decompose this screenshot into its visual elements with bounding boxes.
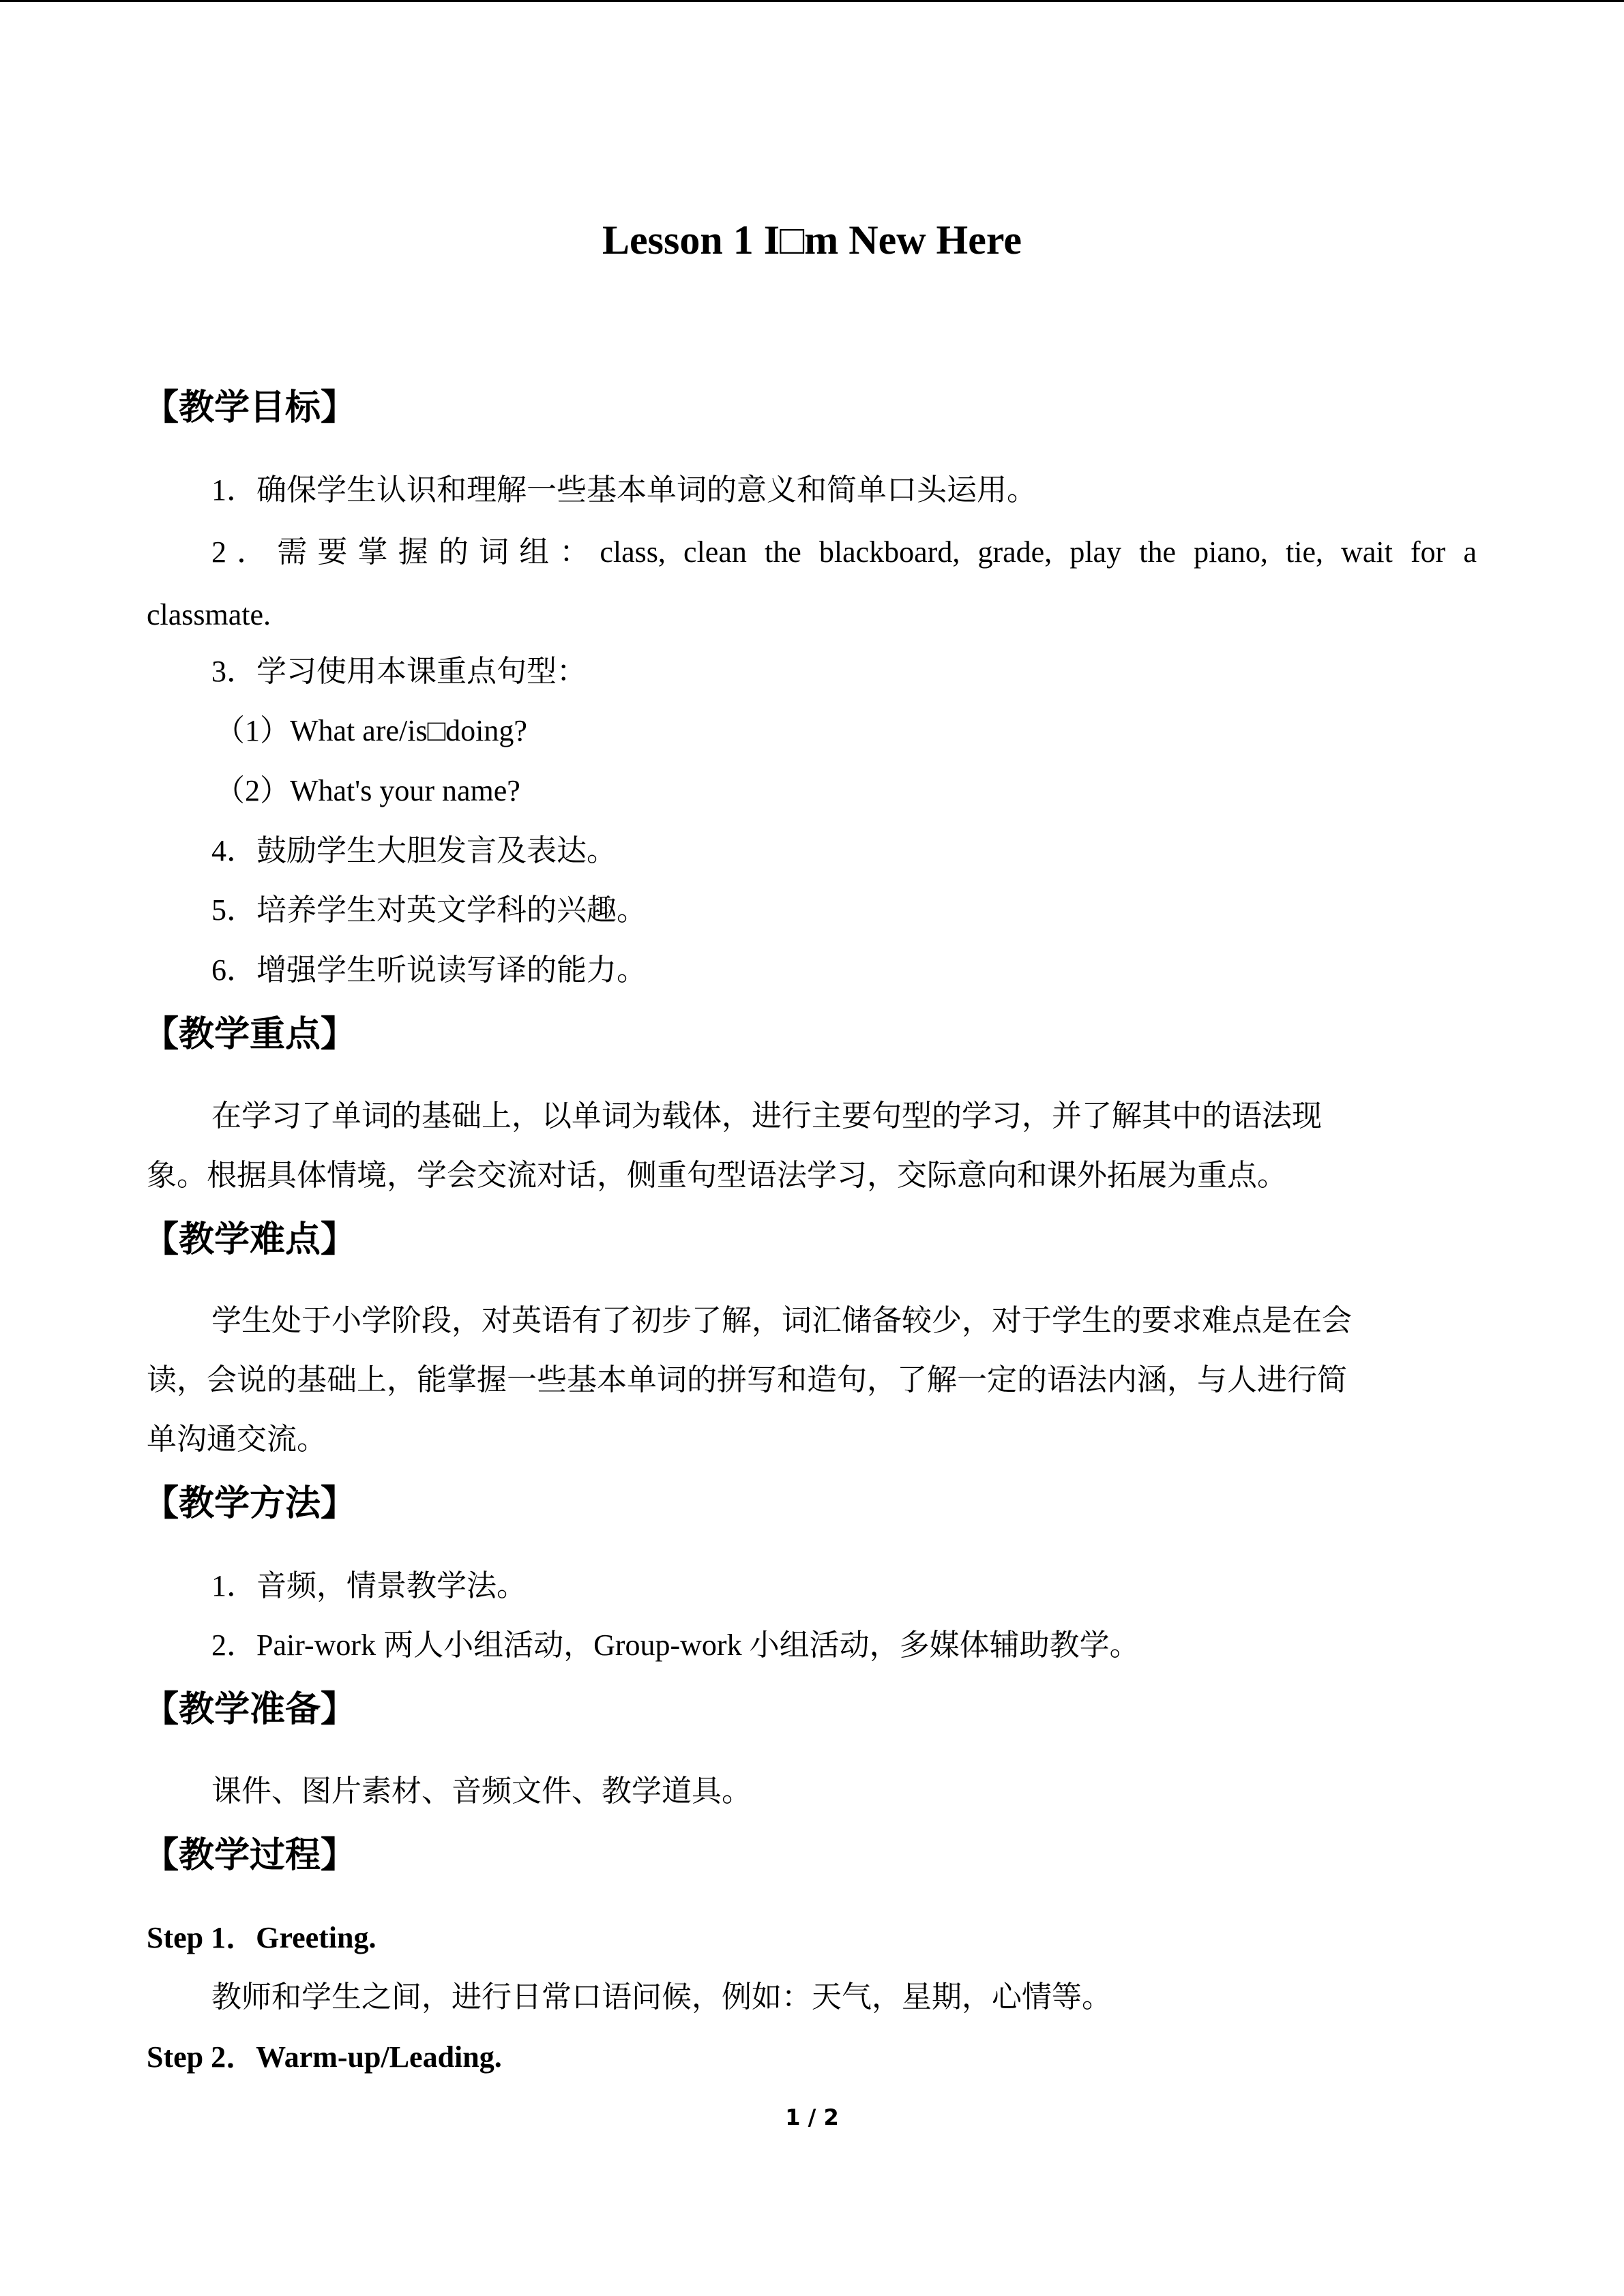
objective-item: 1．确保学生认识和理解一些基本单词的意义和简单口头运用。 <box>211 473 1037 507</box>
lesson-title: Lesson 1 I□m New Here <box>602 218 1022 263</box>
objective-item: 3．学习使用本课重点句型： <box>211 655 587 688</box>
key-points-line: 在学习了单词的基础上，以单词为载体，进行主要句型的学习，并了解其中的语法现 <box>211 1099 1322 1133</box>
objective-item: 6．增强学生听说读写译的能力。 <box>211 953 647 987</box>
method-item: 2．Pair-work 两人小组活动，Group-work 小组活动，多媒体辅助教学。 <box>211 1628 1140 1662</box>
methods-heading: 【教学方法】 <box>143 1483 357 1524</box>
step-2-title: Step 2．Warm-up/Leading. <box>147 2040 502 2074</box>
difficulties-line: 学生处于小学阶段，对英语有了初步了解，词汇储备较少，对于学生的要求难点是在会 <box>211 1304 1352 1337</box>
preparation-heading: 【教学准备】 <box>143 1689 357 1730</box>
difficulties-line: 读，会说的基础上，能掌握一些基本单词的拼写和造句，了解一定的语法内涵，与人进行简 <box>147 1363 1347 1397</box>
objective-item-continued: classmate. <box>147 598 271 631</box>
objectives-heading: 【教学目标】 <box>143 387 357 428</box>
objective-sentence-pattern: （2）What's your name? <box>215 774 520 807</box>
top-border <box>0 0 1624 2</box>
page-number: 1 / 2 <box>785 2104 839 2130</box>
process-heading: 【教学过程】 <box>143 1835 357 1876</box>
step-1-text: 教师和学生之间，进行日常口语问候，例如：天气，星期，心情等。 <box>211 1980 1112 2014</box>
key-points-heading: 【教学重点】 <box>143 1014 357 1055</box>
key-points-line: 象。根据具体情境，学会交流对话，侧重句型语法学习，交际意向和课外拓展为重点。 <box>147 1159 1287 1192</box>
preparation-text: 课件、图片素材、音频文件、教学道具。 <box>211 1774 752 1808</box>
objective-item: 4．鼓励学生大胆发言及表达。 <box>211 834 617 867</box>
objective-item: 5．培养学生对英文学科的兴趣。 <box>211 893 647 927</box>
step-1-title: Step 1．Greeting. <box>147 1921 377 1954</box>
difficulties-line: 单沟通交流。 <box>147 1422 327 1456</box>
difficulties-heading: 【教学难点】 <box>143 1219 357 1260</box>
objective-sentence-pattern: （1）What are/is□doing? <box>215 714 527 747</box>
method-item: 1．音频，情景教学法。 <box>211 1569 527 1602</box>
objective-item: 2．需要掌握的词组：class, clean the blackboard, grade, play the piano, tie, wait for a <box>211 535 1477 569</box>
